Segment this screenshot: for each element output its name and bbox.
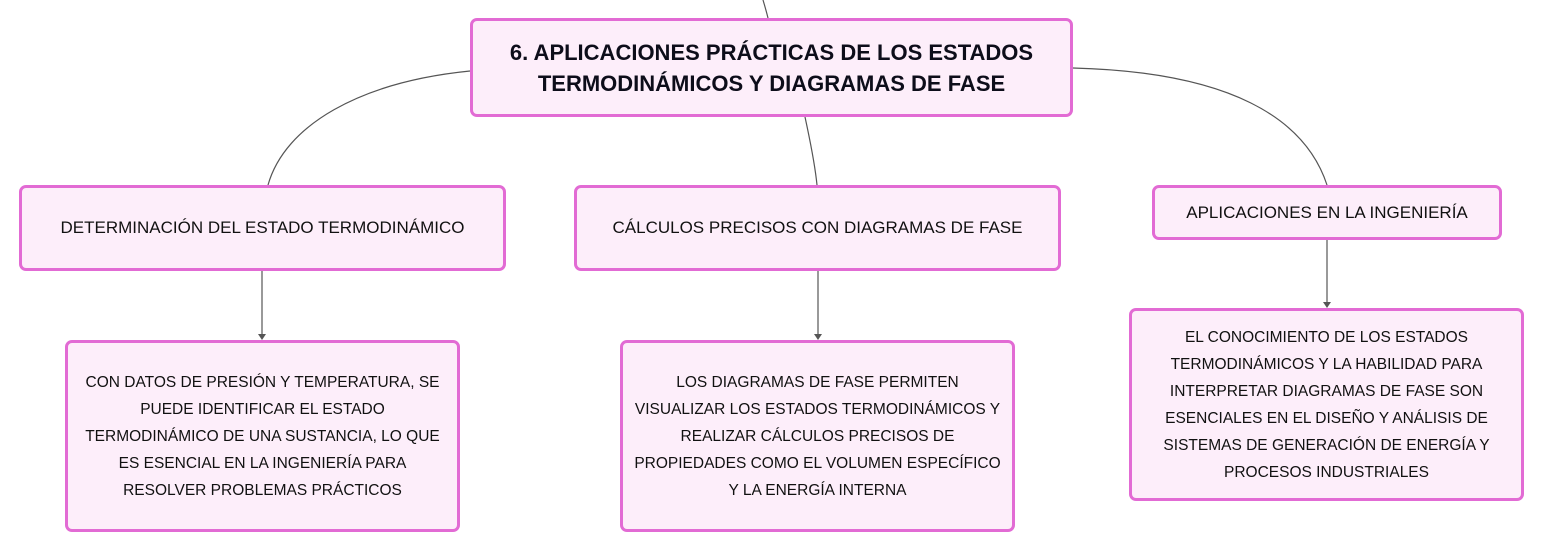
detail-node-aplicaciones[interactable]	[1129, 308, 1524, 501]
root-topic-node[interactable]	[470, 18, 1073, 117]
topic-label: APLICACIONES EN LA INGENIERÍA	[1186, 202, 1468, 222]
topic-label: DETERMINACIÓN DEL ESTADO TERMODINÁMICO	[60, 218, 465, 237]
connector-root-to-topic-3	[1073, 68, 1327, 185]
topic-node-aplicaciones[interactable]	[1152, 185, 1502, 240]
detail-text: LOS DIAGRAMAS DE FASE PERMITEN VISUALIZAR LOS ESTADOS TERMODINÁMICOS Y REALIZAR CÁLCULOS PRECISOS DE PROPIEDADES COMO EL VOLUMEN ESPECÍFICO Y LA ENERGÍA INTERNA	[634, 373, 1001, 499]
detail-node-determinacion[interactable]	[65, 340, 460, 532]
topic-label: CÁLCULOS PRECISOS CON DIAGRAMAS DE FASE	[612, 218, 1023, 237]
topic-node-determinacion[interactable]	[19, 185, 506, 271]
topic-node-calculos[interactable]	[574, 185, 1061, 271]
root-topic-title: 6. APLICACIONES PRÁCTICAS DE LOS ESTADOS TERMODINÁMICOS Y DIAGRAMAS DE FASE	[509, 39, 1034, 96]
connector-root-to-topic-2	[805, 117, 817, 185]
detail-text: EL CONOCIMIENTO DE LOS ESTADOS TERMODINÁMICOS Y LA HABILIDAD PARA INTERPRETAR DIAGRAMAS DE FASE SON ESENCIALES EN EL DISEÑO Y ANÁLISIS DE SISTEMAS DE GENERACIÓN DE ENERGÍA Y PROCESOS INDUSTRIALES	[1163, 328, 1490, 481]
detail-node-calculos[interactable]	[620, 340, 1015, 532]
connector-root-to-topic-1	[268, 71, 470, 185]
detail-text: CON DATOS DE PRESIÓN Y TEMPERATURA, SE PUEDE IDENTIFICAR EL ESTADO TERMODINÁMICO DE UNA SUSTANCIA, LO QUE ES ESENCIAL EN LA INGENIERÍA PARA RESOLVER PROBLEMAS PRÁCTICOS	[85, 373, 440, 499]
connector-parent-to-root	[763, 0, 768, 18]
